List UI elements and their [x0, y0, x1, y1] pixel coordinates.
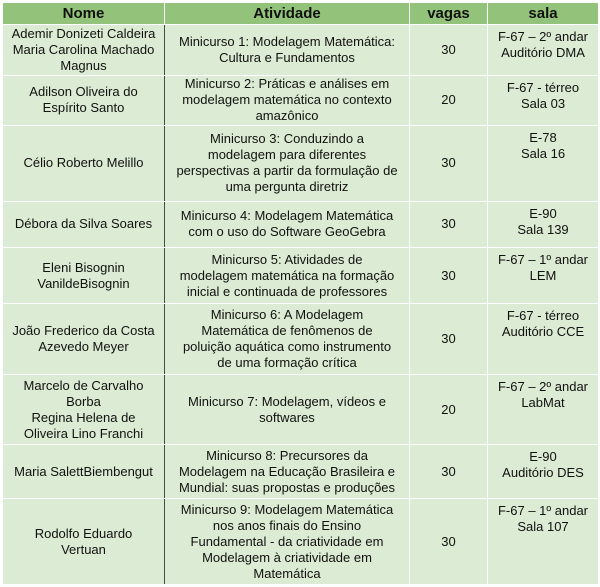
nome-line: Borba: [66, 393, 101, 409]
nome-line: Maria SalettBiembengut: [14, 463, 153, 479]
nome-line: Magnus: [60, 57, 107, 73]
cell-sala: [488, 126, 599, 201]
nome-line: VanildeBisognin: [37, 275, 130, 291]
table-row: [3, 201, 599, 247]
sala-line: E-90: [529, 205, 557, 221]
cell-atividade: [165, 126, 410, 201]
cell-sala: [488, 248, 599, 304]
cell-vagas: 30: [410, 445, 488, 499]
cell-atividade: [165, 201, 410, 247]
nome-line: Débora da Silva Soares: [14, 216, 153, 232]
sala-line: F-67 – 2º andar: [497, 379, 589, 395]
cell-atividade: [165, 75, 410, 126]
atividade-line: poluição aquática como instrumento: [182, 339, 392, 355]
sala-line: Auditório DES: [502, 465, 584, 481]
sala-line: Sala 16: [520, 146, 566, 162]
sala-line: E-90: [529, 449, 557, 465]
cell-sala: [488, 25, 599, 76]
header-atividade: Atividade: [165, 3, 410, 25]
nome-line: Célio Roberto Melillo: [23, 155, 144, 171]
nome-line: Eleni Bisognin: [42, 259, 125, 275]
table-row: [3, 375, 599, 445]
atividade-line: Modelagem à criatividade em: [202, 549, 372, 565]
table-body: [3, 25, 599, 585]
table-row: [3, 303, 599, 374]
atividade-line: Minicurso 9: Modelagem Matemática: [180, 501, 394, 517]
header-vagas: vagas: [410, 3, 488, 25]
cell-sala: [488, 375, 599, 445]
nome-line: Marcelo de Carvalho: [23, 377, 144, 393]
nome-line: Ademir Donizeti Caldeira: [11, 25, 156, 41]
atividade-line: Minicurso 2: Práticas e análises em: [184, 76, 390, 92]
atividade-line: inicial e continuada de professores: [186, 283, 388, 299]
cell-atividade: [165, 375, 410, 445]
cell-nome: [3, 201, 165, 247]
table-row: [3, 248, 599, 304]
cell-vagas: 20: [410, 375, 488, 445]
nome-line: Azevedo Meyer: [38, 339, 129, 355]
cell-vagas: 20: [410, 75, 488, 126]
cell-nome: [3, 303, 165, 374]
sala-line: Auditório CCE: [501, 323, 585, 339]
atividade-line: Cultura e Fundamentos: [219, 49, 355, 65]
atividade-line: Minicurso 5: Atividades de: [211, 251, 363, 267]
sala-line: F-67 – 2º andar: [497, 29, 589, 44]
table-row: [3, 25, 599, 76]
header-sala: sala: [488, 3, 599, 25]
atividade-line: softwares: [259, 409, 315, 425]
atividade-line: Minicurso 7: Modelagem, vídeos e: [188, 393, 386, 409]
atividade-line: nos anos finais do Ensino: [212, 517, 362, 533]
nome-line: Rodolfo Eduardo: [34, 525, 133, 541]
atividade-line: Minicurso 4: Modelagem Matemática: [180, 208, 394, 224]
cell-nome: [3, 375, 165, 445]
sala-line: Sala 139: [517, 221, 569, 237]
cell-sala: [488, 201, 599, 247]
atividade-line: Modelagem na Educação Brasileira e: [178, 463, 396, 479]
atividade-line: Matemática: [253, 565, 321, 581]
nome-line: Oliveira Lino Franchi: [23, 425, 144, 441]
cell-nome: [3, 499, 165, 585]
sala-line: F-67 - térreo: [506, 307, 580, 323]
cell-atividade: [165, 445, 410, 499]
atividade-line: amazônico: [255, 108, 319, 124]
sala-line: E-78: [529, 130, 557, 146]
minicursos-table: [2, 2, 599, 585]
sala-line: Sala 107: [517, 519, 569, 535]
cell-sala: [488, 499, 599, 585]
atividade-line: modelagem para diferentes: [207, 147, 367, 163]
atividade-line: Minicurso 8: Precursores da: [206, 447, 368, 463]
atividade-line: com o uso do Software GeoGebra: [188, 224, 386, 240]
cell-atividade: [165, 499, 410, 585]
atividade-line: uma pergunta diretriz: [225, 179, 349, 195]
nome-line: Regina Helena de: [31, 409, 136, 425]
cell-atividade: [165, 303, 410, 374]
sala-line: F-67 – 1º andar: [497, 503, 589, 519]
cell-vagas: 30: [410, 126, 488, 201]
sala-line: Auditório DMA: [501, 45, 585, 60]
nome-line: Vertuan: [61, 541, 106, 557]
table-row: [3, 445, 599, 499]
atividade-line: Minicurso 3: Conduzindo a: [210, 131, 364, 147]
nome-line: Maria Carolina Machado: [12, 41, 155, 57]
cell-atividade: [165, 248, 410, 304]
atividade-line: Minicurso 6: A Modelagem: [210, 307, 364, 323]
sala-line: F-67 – 1º andar: [497, 252, 589, 268]
cell-sala: [488, 445, 599, 499]
header-row: [3, 3, 599, 25]
table-row: [3, 126, 599, 201]
atividade-line: modelagem matemática no contexto: [182, 92, 392, 108]
sala-line: LEM: [529, 268, 557, 284]
cell-nome: [3, 75, 165, 126]
atividade-line: Matemática de fenômenos de: [201, 323, 373, 339]
cell-nome: [3, 126, 165, 201]
atividade-line: perspectivas a partir da formulação de: [176, 163, 398, 179]
atividade-line: modelagem matemática na formação: [179, 267, 395, 283]
nome-line: João Frederico da Costa: [12, 323, 155, 339]
cell-nome: [3, 248, 165, 304]
atividade-line: Minicurso 1: Modelagem Matemática:: [178, 33, 396, 49]
cell-vagas: 30: [410, 201, 488, 247]
cell-vagas: 30: [410, 248, 488, 304]
table-row: [3, 499, 599, 585]
cell-vagas: 30: [410, 303, 488, 374]
cell-atividade: [165, 25, 410, 76]
atividade-line: Mundial: suas propostas e produções: [178, 479, 396, 495]
nome-line: Adilson Oliveira do: [29, 84, 138, 100]
cell-vagas: 30: [410, 25, 488, 76]
cell-sala: [488, 75, 599, 126]
header-nome: Nome: [3, 3, 165, 25]
sala-line: Sala 03: [520, 95, 566, 111]
cell-nome: [3, 25, 165, 76]
atividade-line: Fundamental - da criatividade em: [190, 533, 384, 549]
cell-vagas: 30: [410, 499, 488, 585]
sala-line: LabMat: [521, 395, 565, 411]
cell-nome: [3, 445, 165, 499]
nome-line: Espírito Santo: [42, 100, 125, 116]
sala-line: F-67 - térreo: [506, 79, 580, 95]
atividade-line: de uma formação crítica: [217, 355, 357, 371]
cell-sala: [488, 303, 599, 374]
table-row: [3, 75, 599, 126]
